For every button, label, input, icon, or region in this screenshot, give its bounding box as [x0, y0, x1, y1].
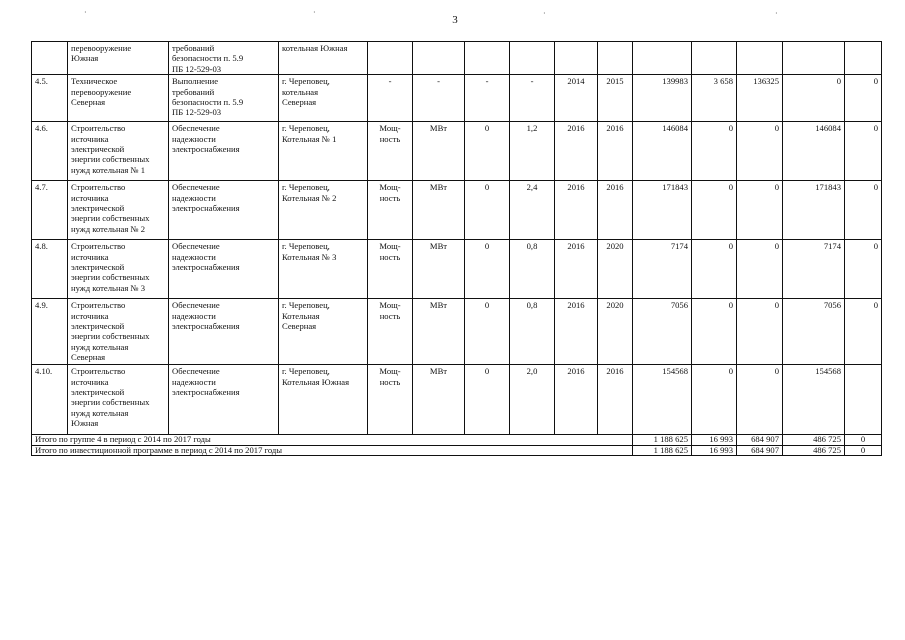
investment-program-table: [31, 41, 882, 456]
cost-period-4: 0: [845, 299, 882, 365]
end-year: 2016: [598, 181, 633, 240]
value-after: 0,8: [510, 299, 555, 365]
value-before: [465, 42, 510, 75]
cost-period-4: 0: [845, 122, 882, 181]
project-name: Строительство источника электрической энергии собственных нужд котельная № 3: [68, 240, 169, 299]
project-location: г. Череповец, Котельная Южная: [279, 365, 368, 435]
cost-period-4: 0: [845, 75, 882, 122]
value-after: -: [510, 75, 555, 122]
cost-period-4: 0: [845, 240, 882, 299]
project-location: г. Череповец, Котельная № 3: [279, 240, 368, 299]
end-year: 2015: [598, 75, 633, 122]
total-period-1: 16 993: [692, 445, 737, 456]
parameter-name: Мощ- ность: [368, 181, 413, 240]
value-after: [510, 42, 555, 75]
cost-period-2: 0: [737, 240, 783, 299]
value-before: 0: [465, 240, 510, 299]
page-number: 3: [452, 14, 458, 26]
cost-period-3: 146084: [783, 122, 845, 181]
cost-period-4: [845, 42, 882, 75]
project-purpose: Обеспечение надежности электроснабжения: [169, 122, 279, 181]
total-period-3: 486 725: [783, 445, 845, 456]
parameter-unit: МВт: [413, 365, 465, 435]
total-period-1: 16 993: [692, 435, 737, 446]
cost-period-2: 136325: [737, 75, 783, 122]
end-year: 2016: [598, 122, 633, 181]
parameter-name: [368, 42, 413, 75]
parameter-name: -: [368, 75, 413, 122]
project-name: Строительство источника электрической энергии собственных нужд котельная № 1: [68, 122, 169, 181]
cost-period-2: [737, 42, 783, 75]
parameter-name: Мощ- ность: [368, 365, 413, 435]
parameter-name: Мощ- ность: [368, 122, 413, 181]
parameter-unit: -: [413, 75, 465, 122]
item-number: 4.8.: [32, 240, 68, 299]
cost-period-3: 171843: [783, 181, 845, 240]
project-location: котельная Южная: [279, 42, 368, 75]
cost-period-2: 0: [737, 181, 783, 240]
parameter-name: Мощ- ность: [368, 299, 413, 365]
value-before: 0: [465, 299, 510, 365]
scan-speck: ·: [313, 8, 316, 17]
cost-period-3: 7174: [783, 240, 845, 299]
project-location: г. Череповец, Котельная № 1: [279, 122, 368, 181]
end-year: 2020: [598, 240, 633, 299]
scan-speck: ·: [543, 9, 546, 18]
cost-period-3: 7056: [783, 299, 845, 365]
project-name: перевооружение Южная: [68, 42, 169, 75]
scan-speck: ·: [775, 9, 778, 18]
project-name: Строительство источника электрической энергии собственных нужд котельная Северная: [68, 299, 169, 365]
scan-speck: ·: [84, 8, 87, 17]
project-name: Строительство источника электрической энергии собственных нужд котельная № 2: [68, 181, 169, 240]
cost-period-1: 0: [692, 299, 737, 365]
total-period-4: 0: [845, 435, 882, 446]
total-label: Итого по группе 4 в период с 2014 по 2017 годы: [32, 435, 633, 446]
total-cost: [633, 42, 692, 75]
total-cost: 171843: [633, 181, 692, 240]
total-period-4: 0: [845, 445, 882, 456]
cost-period-3: 154568: [783, 365, 845, 435]
table-row: [32, 75, 882, 122]
total-sum: 1 188 625: [633, 445, 692, 456]
parameter-unit: МВт: [413, 299, 465, 365]
item-number: 4.9.: [32, 299, 68, 365]
value-after: 0,8: [510, 240, 555, 299]
value-before: 0: [465, 365, 510, 435]
total-cost: 139983: [633, 75, 692, 122]
value-after: 2,4: [510, 181, 555, 240]
project-purpose: Обеспечение надежности электроснабжения: [169, 365, 279, 435]
value-after: 2,0: [510, 365, 555, 435]
parameter-unit: МВт: [413, 240, 465, 299]
table-row: [32, 42, 882, 75]
item-number: 4.6.: [32, 122, 68, 181]
total-period-3: 486 725: [783, 435, 845, 446]
parameter-name: Мощ- ность: [368, 240, 413, 299]
item-number: 4.7.: [32, 181, 68, 240]
total-period-2: 684 907: [737, 445, 783, 456]
project-purpose: требований безопасности п. 5.9 ПБ 12-529-03: [169, 42, 279, 75]
end-year: 2020: [598, 299, 633, 365]
total-sum: 1 188 625: [633, 435, 692, 446]
project-purpose: Обеспечение надежности электроснабжения: [169, 299, 279, 365]
project-purpose: Обеспечение надежности электроснабжения: [169, 240, 279, 299]
total-label: Итого по инвестиционной программе в период с 2014 по 2017 годы: [32, 445, 633, 456]
total-cost: 7174: [633, 240, 692, 299]
table-row: [32, 240, 882, 299]
project-name: Техническое перевооружение Северная: [68, 75, 169, 122]
project-name: Строительство источника электрической энергии собственных нужд котельная Южная: [68, 365, 169, 435]
project-location: г. Череповец, Котельная № 2: [279, 181, 368, 240]
start-year: 2014: [555, 75, 598, 122]
item-number: [32, 42, 68, 75]
value-before: 0: [465, 122, 510, 181]
parameter-unit: МВт: [413, 122, 465, 181]
end-year: 2016: [598, 365, 633, 435]
value-before: -: [465, 75, 510, 122]
parameter-unit: [413, 42, 465, 75]
total-cost: 146084: [633, 122, 692, 181]
cost-period-4: 0: [845, 181, 882, 240]
project-purpose: Обеспечение надежности электроснабжения: [169, 181, 279, 240]
total-cost: 7056: [633, 299, 692, 365]
total-period-2: 684 907: [737, 435, 783, 446]
table-body: [32, 42, 882, 456]
value-after: 1,2: [510, 122, 555, 181]
cost-period-2: 0: [737, 122, 783, 181]
total-cost: 154568: [633, 365, 692, 435]
value-before: 0: [465, 181, 510, 240]
cost-period-2: 0: [737, 299, 783, 365]
start-year: 2016: [555, 365, 598, 435]
total-row: [32, 435, 882, 446]
table-row: [32, 365, 882, 435]
table-row: [32, 122, 882, 181]
cost-period-1: 3 658: [692, 75, 737, 122]
project-location: г. Череповец, котельная Северная: [279, 75, 368, 122]
start-year: 2016: [555, 181, 598, 240]
start-year: 2016: [555, 299, 598, 365]
cost-period-4: [845, 365, 882, 435]
start-year: [555, 42, 598, 75]
cost-period-1: 0: [692, 365, 737, 435]
table-row: [32, 181, 882, 240]
start-year: 2016: [555, 122, 598, 181]
cost-period-3: 0: [783, 75, 845, 122]
cost-period-1: [692, 42, 737, 75]
cost-period-3: [783, 42, 845, 75]
item-number: 4.5.: [32, 75, 68, 122]
project-location: г. Череповец, Котельная Северная: [279, 299, 368, 365]
cost-period-1: 0: [692, 122, 737, 181]
table-row: [32, 299, 882, 365]
item-number: 4.10.: [32, 365, 68, 435]
cost-period-1: 0: [692, 240, 737, 299]
parameter-unit: МВт: [413, 181, 465, 240]
cost-period-2: 0: [737, 365, 783, 435]
total-row: [32, 445, 882, 456]
start-year: 2016: [555, 240, 598, 299]
cost-period-1: 0: [692, 181, 737, 240]
end-year: [598, 42, 633, 75]
project-purpose: Выполнение требований безопасности п. 5.9 ПБ 12-529-03: [169, 75, 279, 122]
